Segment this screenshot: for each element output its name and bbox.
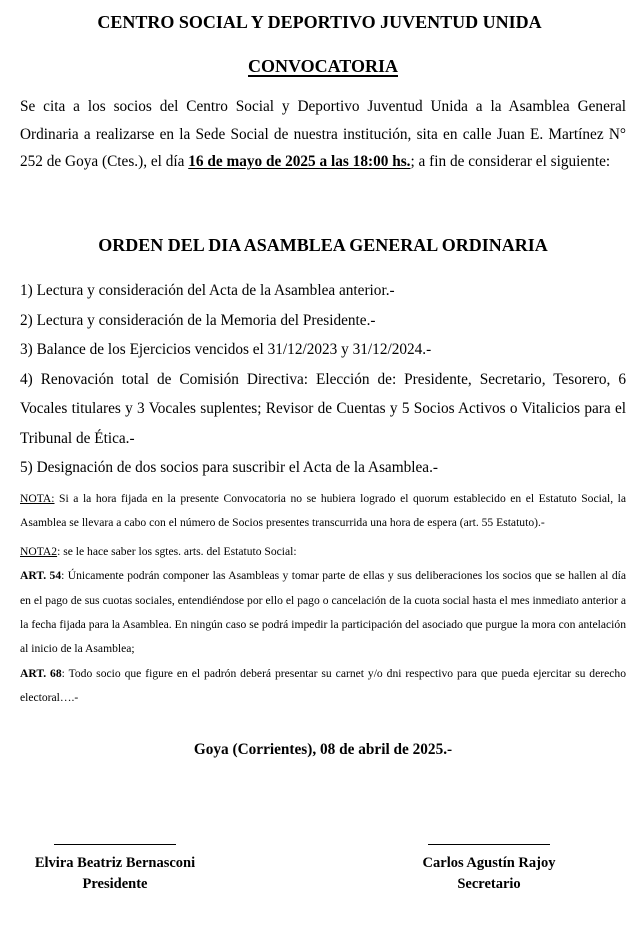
art68-label: ART. 68 [20, 666, 62, 680]
agenda-item: 4) Renovación total de Comisión Directiva: Elección de: Presidente, Secretario, Tesorero, 6 Vocales titulares y 3 Vocales suplentes; Revisor de Cuentas y 5 Socios Activos o Vitalicios para el Tribunal de Ética.- [20, 370, 626, 447]
art54-paragraph [20, 564, 626, 662]
nota2-text: : se le hace saber los sgtes. arts. del Estatuto Social: [57, 544, 297, 558]
agenda-list [20, 276, 626, 483]
nota-label: NOTA: [20, 492, 55, 505]
art54-label: ART. 54 [20, 569, 62, 583]
intro-paragraph [20, 93, 626, 176]
nota-text: Si a la hora fijada en la presente Convocatoria no se hubiera logrado el quorum establecido en el Estatuto Social, la Asamblea se llevara a cabo con el número de Socios presentes transcurrida una hora de espera (art. 55 Estatuto).- [20, 492, 626, 530]
agenda-item: 3) Balance de los Ejercicios vencidos el 31/12/2023 y 31/12/2024.- [20, 341, 432, 358]
nota-paragraph [20, 487, 626, 536]
art68-text: : Todo socio que figure en el padrón deberá presentar su carnet y/o dni respectivo para que pueda ejercitar su derecho electoral….- [20, 666, 626, 705]
intro-text-before: Se cita a los socios del Centro Social y Deportivo Juventud Unida a la Asamblea General Ordinaria a realizarse en la Sede Social de nuestra institución, sita en calle Juan E. Martínez N° 252 de Goya (Ctes.), el día [20, 98, 626, 170]
signer-role: Secretario [457, 876, 521, 892]
signature-line [428, 844, 550, 845]
signer-name: Elvira Beatriz Bernasconi [34, 855, 196, 871]
convocatoria-heading: CONVOCATORIA [248, 56, 398, 76]
signature-line [54, 844, 176, 845]
nota2-label: NOTA2 [20, 544, 58, 558]
signature-block-president [0, 844, 230, 895]
agenda-item: 1) Lectura y consideración del Acta de la Asamblea anterior.- [20, 282, 395, 299]
club-title: CENTRO SOCIAL Y DEPORTIVO JUVENTUD UNIDA [97, 12, 542, 32]
signature-block-secretary [374, 844, 604, 895]
agenda-item: 5) Designación de dos socios para suscribir el Acta de la Asamblea.- [20, 459, 438, 476]
notes-section [20, 487, 626, 711]
intro-text-after: ; a fin de considerar el siguiente: [410, 153, 611, 170]
nota2-paragraph [20, 540, 626, 564]
agenda-item: 2) Lectura y consideración de la Memoria del Presidente.- [20, 311, 376, 329]
meeting-date-highlight: 16 de mayo de 2025 a las 18:00 hs. [188, 153, 411, 170]
art54-text: : Únicamente podrán componer las Asambleas y tomar parte de ellas y sus deliberaciones los socios que se hallen al día en el pago de sus cuotas sociales, entendiéndose por ello el pago o cancelación de la cuota social hasta el mes inmediato anterior a la fecha fijada para la Asamblea. En ningún caso se podrá impedir la participación del asociado que purgue la mora con antelación al inicio de la Asamblea; [20, 569, 626, 656]
signer-name: Carlos Agustín Rajoy [422, 855, 556, 871]
orden-del-dia-heading: ORDEN DEL DIA ASAMBLEA GENERAL ORDINARIA [98, 235, 548, 255]
art68-paragraph [20, 662, 626, 711]
signer-role: Presidente [82, 876, 148, 892]
place-date: Goya (Corrientes), 08 de abril de 2025.- [193, 741, 453, 758]
